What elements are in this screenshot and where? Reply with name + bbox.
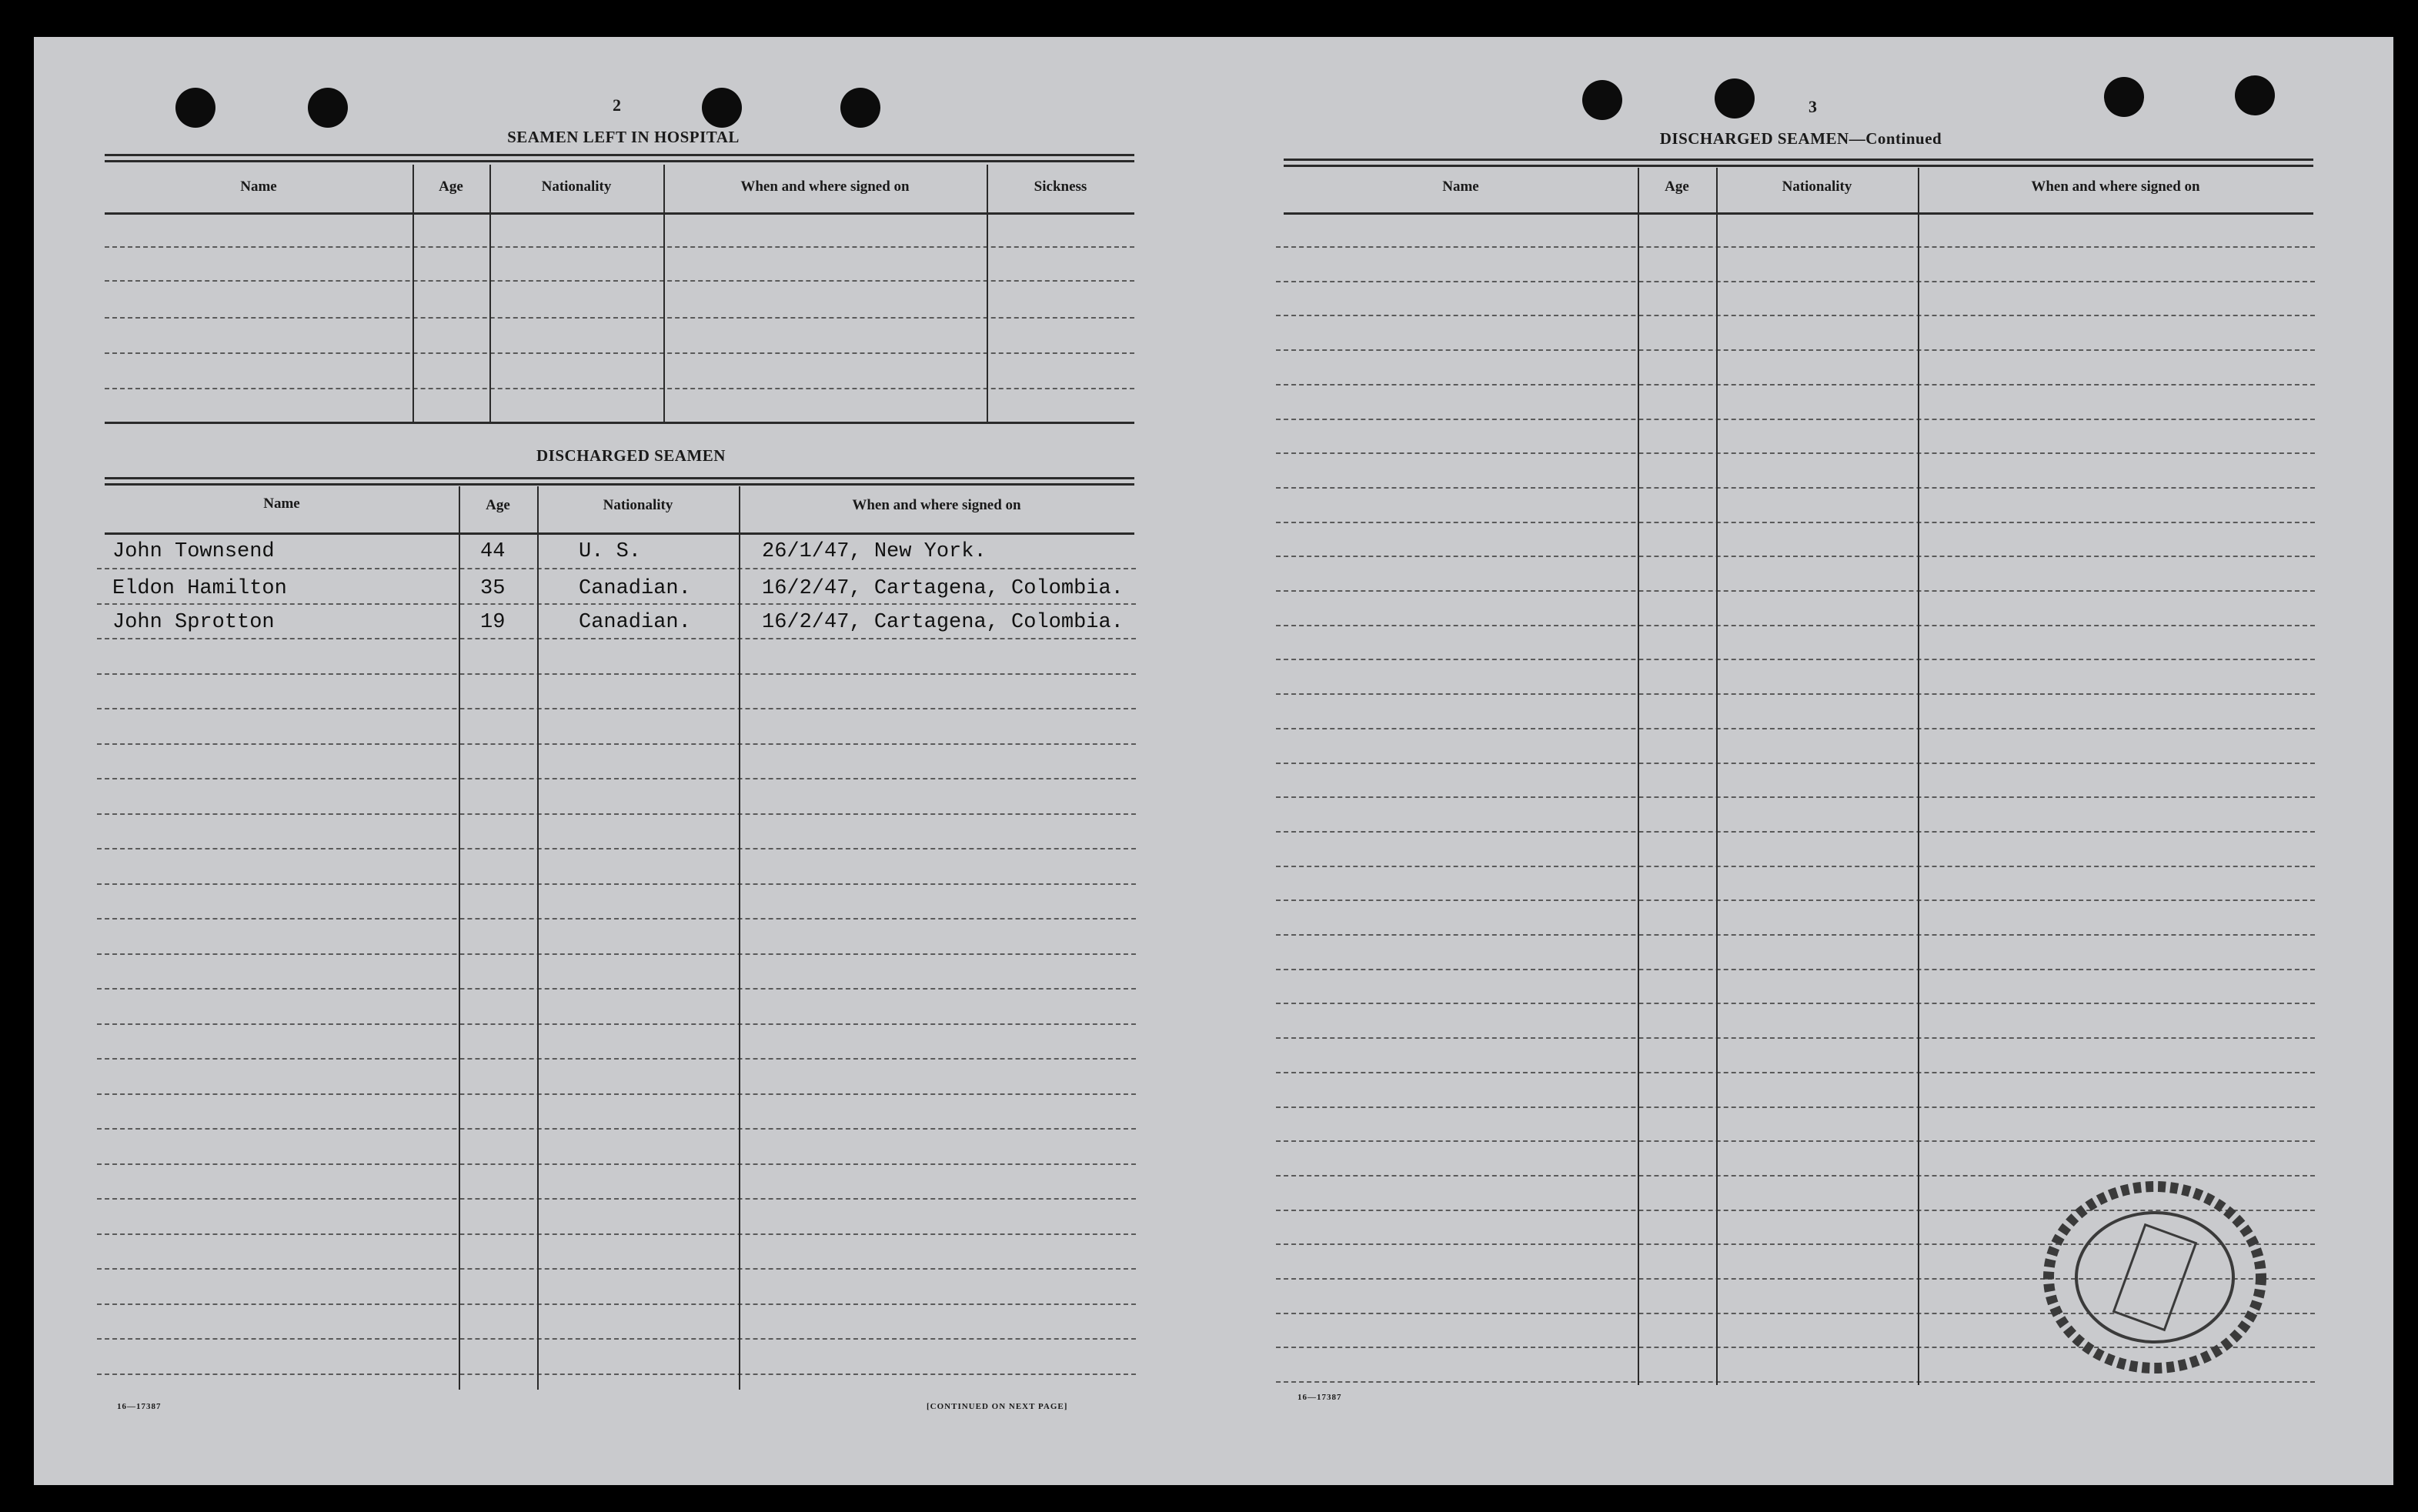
page-number-right: 3 — [1808, 97, 1817, 116]
table-rule — [105, 154, 1134, 156]
table-row-line — [1276, 934, 2315, 936]
table-rule — [105, 422, 1134, 424]
table-row-line — [1276, 1037, 2315, 1039]
right-section-title-rest: —Continued — [1849, 129, 1942, 148]
hospital-section-title: SEAMEN LEFT IN HOSPITAL — [507, 128, 740, 146]
table-row-line — [1276, 693, 2315, 695]
table-row-line — [97, 918, 1136, 920]
right-col-signed-on: When and where signed on — [2031, 179, 2200, 195]
table-row-line — [97, 1093, 1136, 1095]
table-row-line — [1276, 625, 2315, 626]
table-row-line — [97, 743, 1136, 745]
table-row-line — [1276, 831, 2315, 833]
table-row-line — [97, 1303, 1136, 1305]
hospital-col-signed-on: When and where signed on — [740, 179, 910, 195]
right-section-title-bold: DISCHARGED SEAMEN — [1659, 129, 1849, 148]
table-row-line — [1276, 1072, 2315, 1073]
table-rule — [105, 160, 1134, 162]
right-col-nationality: Nationality — [1782, 179, 1852, 195]
table-row-line — [1276, 728, 2315, 729]
discharged-row-2-name: Eldon Hamilton — [112, 577, 287, 600]
table-row-line — [97, 778, 1136, 779]
table-row-line — [97, 638, 1136, 639]
table-column-line — [489, 165, 491, 423]
table-row-line — [97, 988, 1136, 990]
table-row-line — [105, 352, 1134, 354]
table-rule — [105, 483, 1134, 486]
hospital-col-sickness: Sickness — [1034, 179, 1087, 195]
table-rule — [105, 212, 1134, 215]
discharged-row-3-nationality: Canadian. — [579, 611, 691, 634]
table-row-line — [1276, 487, 2315, 489]
discharged-col-signed-on: When and where signed on — [852, 497, 1021, 513]
table-row-line — [97, 1233, 1136, 1235]
table-row-line — [1276, 384, 2315, 386]
table-row-line — [1276, 1106, 2315, 1108]
table-row-line — [97, 1128, 1136, 1130]
customs-stamp-icon — [2039, 1173, 2278, 1381]
table-row-line — [1276, 659, 2315, 660]
right-section-title — [1570, 129, 2032, 149]
table-row-line — [105, 388, 1134, 389]
form-number-left: 16—17387 — [117, 1402, 162, 1411]
punch-hole — [702, 88, 742, 128]
table-row-line — [1276, 315, 2315, 316]
table-row-line — [1276, 281, 2315, 282]
hospital-col-name: Name — [240, 179, 277, 195]
discharged-row-2-age: 35 — [480, 577, 506, 600]
hospital-col-nationality: Nationality — [541, 179, 612, 195]
discharged-row-1-signed-on: 26/1/47, New York. — [762, 540, 987, 563]
table-row-line — [97, 1058, 1136, 1060]
discharged-col-name: Name — [263, 496, 300, 512]
table-row-line — [97, 848, 1136, 849]
discharged-row-1-nationality: U. S. — [579, 540, 642, 563]
table-row-line — [1276, 246, 2315, 248]
table-row-line — [97, 603, 1136, 605]
table-column-line — [663, 165, 665, 423]
table-rule — [105, 532, 1134, 535]
discharged-row-3-name: John Sprotton — [112, 611, 275, 634]
page-number-left: 2 — [613, 95, 621, 115]
table-row-line — [97, 1163, 1136, 1165]
table-row-line — [1276, 900, 2315, 901]
table-row-line — [97, 953, 1136, 955]
punch-hole — [2235, 75, 2275, 115]
table-row-line — [105, 280, 1134, 282]
punch-hole — [2104, 77, 2144, 117]
punch-hole — [175, 88, 215, 128]
table-row-line — [105, 317, 1134, 319]
table-row-line — [97, 1338, 1136, 1340]
table-row-line — [97, 813, 1136, 815]
table-row-line — [105, 246, 1134, 248]
table-column-line — [412, 165, 414, 423]
table-column-line — [1918, 168, 1919, 1385]
table-row-line — [1276, 349, 2315, 351]
right-col-age: Age — [1665, 179, 1689, 195]
table-row-line — [97, 673, 1136, 675]
right-col-name: Name — [1442, 179, 1479, 195]
discharged-col-nationality: Nationality — [603, 497, 673, 513]
punch-hole — [840, 88, 880, 128]
discharged-row-2-signed-on: 16/2/47, Cartagena, Colombia. — [762, 577, 1124, 600]
table-rule — [1284, 159, 2313, 161]
table-rule — [1284, 165, 2313, 167]
table-row-line — [1276, 1003, 2315, 1004]
discharged-row-1-name: John Townsend — [112, 540, 275, 563]
table-column-line — [1638, 168, 1639, 1385]
table-column-line — [537, 486, 539, 1390]
table-row-line — [1276, 419, 2315, 420]
table-row-line — [97, 568, 1136, 569]
table-column-line — [739, 486, 740, 1390]
discharged-col-age: Age — [486, 497, 510, 513]
table-rule — [105, 477, 1134, 479]
table-row-line — [97, 1373, 1136, 1375]
table-row-line — [97, 883, 1136, 885]
table-row-line — [97, 1023, 1136, 1025]
discharged-row-2-nationality: Canadian. — [579, 577, 691, 600]
table-row-line — [1276, 1140, 2315, 1142]
discharged-row-3-age: 19 — [480, 611, 506, 634]
table-row-line — [97, 708, 1136, 709]
table-column-line — [1716, 168, 1718, 1385]
table-row-line — [1276, 522, 2315, 523]
table-row-line — [1276, 452, 2315, 454]
table-row-line — [1276, 866, 2315, 867]
punch-hole — [1582, 80, 1622, 120]
table-column-line — [459, 486, 460, 1390]
discharged-row-1-age: 44 — [480, 540, 506, 563]
table-row-line — [1276, 796, 2315, 798]
table-row-line — [97, 1198, 1136, 1200]
form-number-right: 16—17387 — [1298, 1393, 1342, 1402]
discharged-section-title: DISCHARGED SEAMEN — [536, 446, 726, 465]
punch-hole — [1715, 78, 1755, 118]
table-row-line — [1276, 969, 2315, 970]
discharged-row-3-signed-on: 16/2/47, Cartagena, Colombia. — [762, 611, 1124, 634]
table-row-line — [1276, 763, 2315, 764]
table-row-line — [1276, 556, 2315, 557]
continued-note: [CONTINUED ON NEXT PAGE] — [927, 1402, 1068, 1411]
table-row-line — [1276, 1381, 2315, 1383]
punch-hole — [308, 88, 348, 128]
hospital-col-age: Age — [439, 179, 463, 195]
table-row-line — [1276, 590, 2315, 592]
table-row-line — [97, 1268, 1136, 1270]
table-column-line — [987, 165, 988, 423]
table-rule — [1284, 212, 2313, 215]
